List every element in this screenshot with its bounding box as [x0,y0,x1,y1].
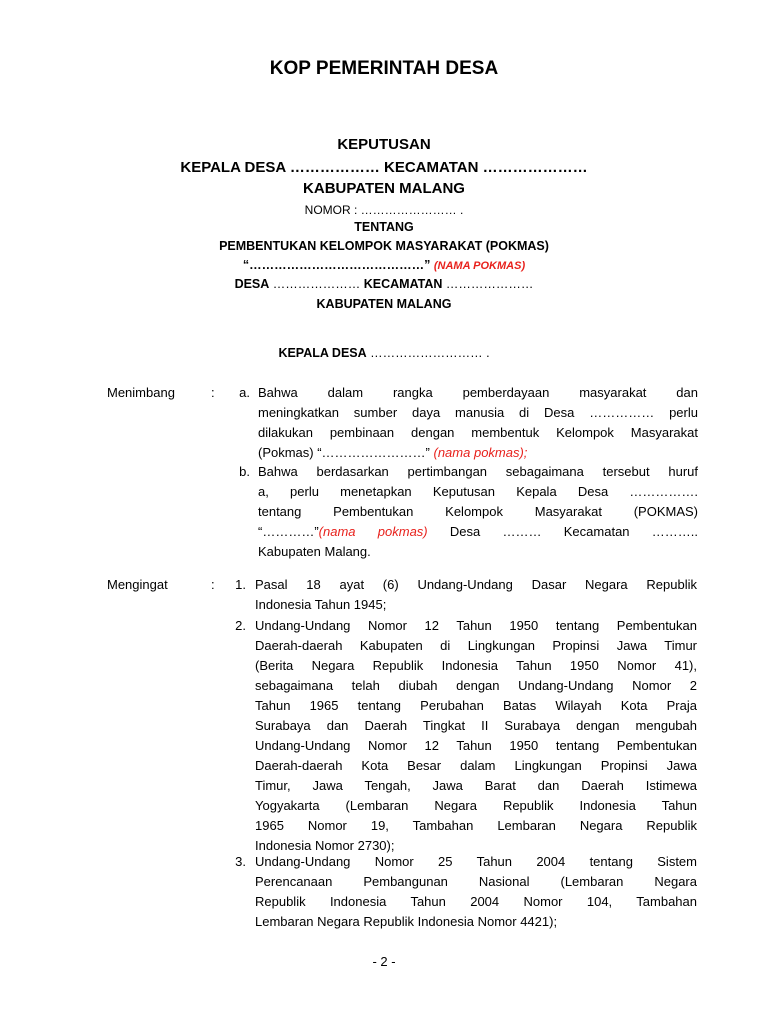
pokmas-hint: (nama pokmas) [318,524,428,539]
district-label: KECAMATAN [363,277,443,291]
text-line: Daerah-daerah Kota Besar dalam Lingkungan Propinsi Jawa [255,758,697,773]
village-label: DESA [234,277,270,291]
text-line: Republik Indonesia Tahun 2004 Nomor 104, Tambahan [255,894,697,909]
mengingat-item-3-number: 3. [235,854,246,869]
village-head-line [0,346,768,360]
text-line: meningkatkan sumber daya manusia di Desa …………… perlu [258,405,698,420]
text-line: 1965 Nomor 19, Tambahan Lembaran Negara Republik [255,818,697,833]
text-line: Perencanaan Pembangunan Nasional (Lembaran Negara [255,874,697,889]
text-line: Indonesia Nomor 2730); [255,838,395,853]
text-line: Indonesia Tahun 1945; [255,597,387,612]
text-line: Lembaran Negara Republik Indonesia Nomor 4421); [255,914,558,929]
decree-regency-line: KABUPATEN MALANG [303,180,465,197]
text-line: a, perlu menetapkan Keputusan Kepala Desa ……………. [258,484,698,499]
pokmas-name-placeholder: “……………………………………” [242,258,431,272]
mengingat-item-1-number: 1. [235,577,246,592]
text-line: Undang-Undang Nomor 12 Tahun 1950 tentang Pembentukan [255,618,697,633]
mengingat-item-3 [255,852,697,932]
subject-line: PEMBENTUKAN KELOMPOK MASYARAKAT (POKMAS) [219,239,549,253]
text-line: dilakukan pembinaan dengan membentuk Kelompok Masyarakat [258,425,698,440]
pokmas-hint: (nama pokmas); [429,445,528,460]
menimbang-colon: : [211,385,215,400]
text-line: Timur, Jawa Tengah, Jawa Barat dan Daerah Istimewa [255,778,697,793]
text-line: Surabaya dan Daerah Tingkat II Surabaya dengan mengubah [255,718,697,733]
text-line: sebagaimana telah diubah dengan Undang-Undang Nomor 2 [255,678,697,693]
text-line: Tahun 1965 tentang Perubahan Batas Wilayah Kota Praja [255,698,697,713]
decree-issuer-line: KEPALA DESA ……………… KECAMATAN ………………… [180,159,588,176]
text-line: tentang Pembentukan Kelompok Masyarakat (POKMAS) [258,504,698,519]
mengingat-item-1 [255,575,697,615]
text-line: Bahwa dalam rangka pemberdayaan masyarakat dan [258,385,698,400]
text-line: Undang-Undang Nomor 12 Tahun 1950 tentang Pembentukan [255,738,697,753]
menimbang-label: Menimbang [107,385,175,400]
text-line: Daerah-daerah Kabupaten di Lingkungan Propinsi Jawa Timur [255,638,697,653]
pokmas-name-hint: (NAMA POKMAS) [433,260,526,272]
menimbang-item-a [258,383,698,463]
text-line [258,443,698,463]
menimbang-item-b [258,462,698,562]
mengingat-label: Mengingat [107,577,168,592]
decree-number: NOMOR : …………………… . [304,203,464,217]
village-dots: ………………… [269,277,364,291]
decree-title: KEPUTUSAN [337,136,431,153]
village-district-line [0,277,768,291]
village-head-label: KEPALA DESA [278,346,367,360]
text-line: Undang-Undang Nomor 25 Tahun 2004 tentang Sistem [255,854,697,869]
village-head-dots: ……………………… . [366,346,490,360]
mengingat-item-2-number: 2. [235,618,246,633]
page-number: - 2 - [372,954,396,969]
text-segment: (Pokmas) “……………………” [258,445,430,460]
text-line: Kabupaten Malang. [258,544,371,559]
mengingat-item-2 [255,616,697,856]
text-line: Bahwa berdasarkan pertimbangan sebagaimana tersebut huruf [258,464,698,479]
text-line: (Berita Negara Republik Indonesia Tahun 1950 Nomor 41), [255,658,697,673]
letterhead-title: KOP PEMERINTAH DESA [269,58,499,79]
district-dots: ………………… [442,277,534,291]
mengingat-colon: : [211,577,215,592]
menimbang-item-a-number: a. [239,385,250,400]
pokmas-name-line [0,258,768,272]
text-line: Pasal 18 ayat (6) Undang-Undang Dasar Negara Republik [255,577,697,592]
text-segment: “…………” [258,524,319,539]
about-label: TENTANG [354,220,414,234]
regency-line: KABUPATEN MALANG [316,297,452,311]
menimbang-item-b-number: b. [239,464,250,479]
text-line: Yogyakarta (Lembaran Negara Republik Indonesia Tahun [255,798,697,813]
text-line [258,522,698,542]
text-segment: Desa ……… Kecamatan ……….. [427,524,699,539]
